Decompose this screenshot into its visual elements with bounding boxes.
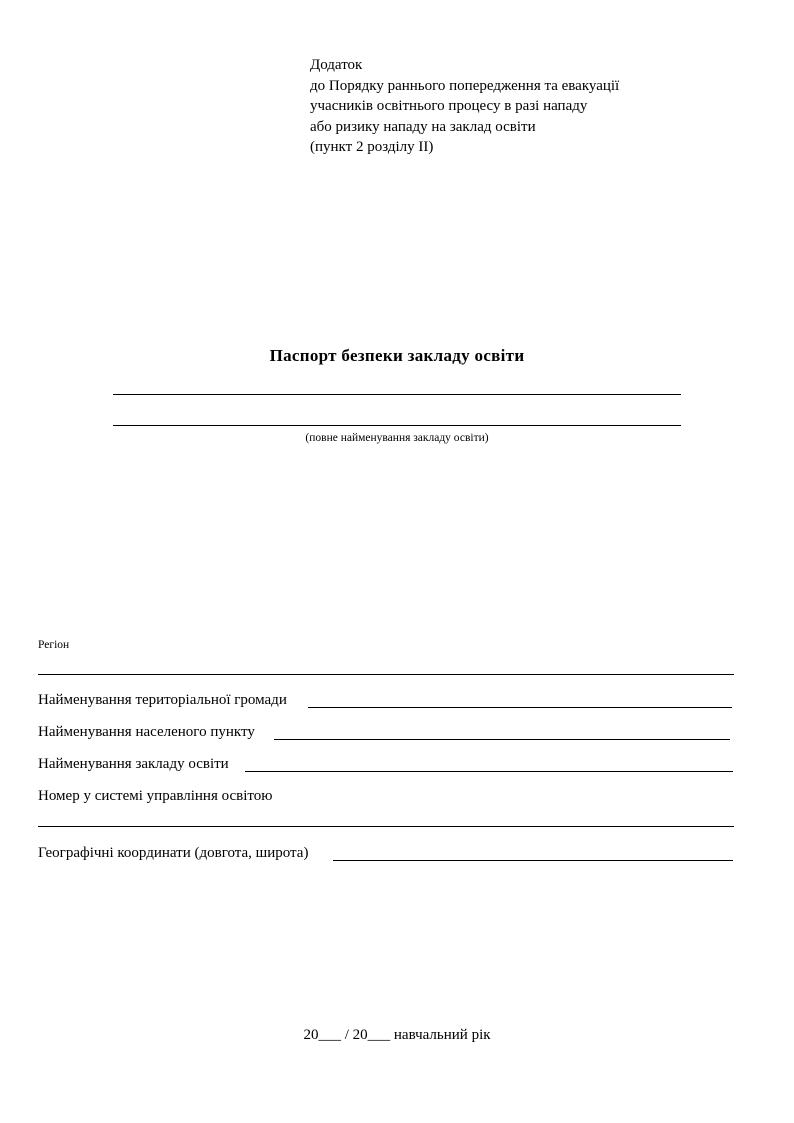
appendix-line: або ризику нападу на заклад освіти [310, 118, 536, 135]
institution-name-caption: (повне найменування закладу освіти) [305, 432, 489, 444]
appendix-line: Додаток [310, 57, 363, 73]
coordinates-label: Географічні координати (довгота, широта) [38, 845, 309, 861]
settlement-label: Найменування населеного пункту [38, 724, 255, 740]
institution-field-line[interactable] [245, 771, 733, 772]
settlement-field-line[interactable] [274, 739, 730, 740]
system-number-field-line[interactable] [38, 826, 734, 827]
coordinates-field-line[interactable] [333, 860, 733, 861]
appendix-line: (пункт 2 розділу ІІ) [310, 139, 434, 155]
institution-name-line-2[interactable] [113, 425, 681, 426]
appendix-block [310, 55, 619, 158]
institution-label: Найменування закладу освіти [38, 756, 229, 772]
region-field-line[interactable] [38, 674, 734, 675]
community-field-line[interactable] [308, 707, 732, 708]
institution-name-line-1[interactable] [113, 394, 681, 395]
region-label: Регіон [38, 639, 70, 651]
academic-year: 20___ / 20___ навчальний рік [303, 1027, 491, 1043]
system-number-label: Номер у системі управління освітою [38, 788, 273, 804]
community-label: Найменування територіальної громади [38, 692, 287, 708]
appendix-line: до Порядку раннього попередження та евакуації [310, 77, 620, 94]
appendix-line: учасників освітнього процесу в разі нападу [310, 98, 588, 114]
page-title: Паспорт безпеки закладу освіти [269, 346, 525, 365]
